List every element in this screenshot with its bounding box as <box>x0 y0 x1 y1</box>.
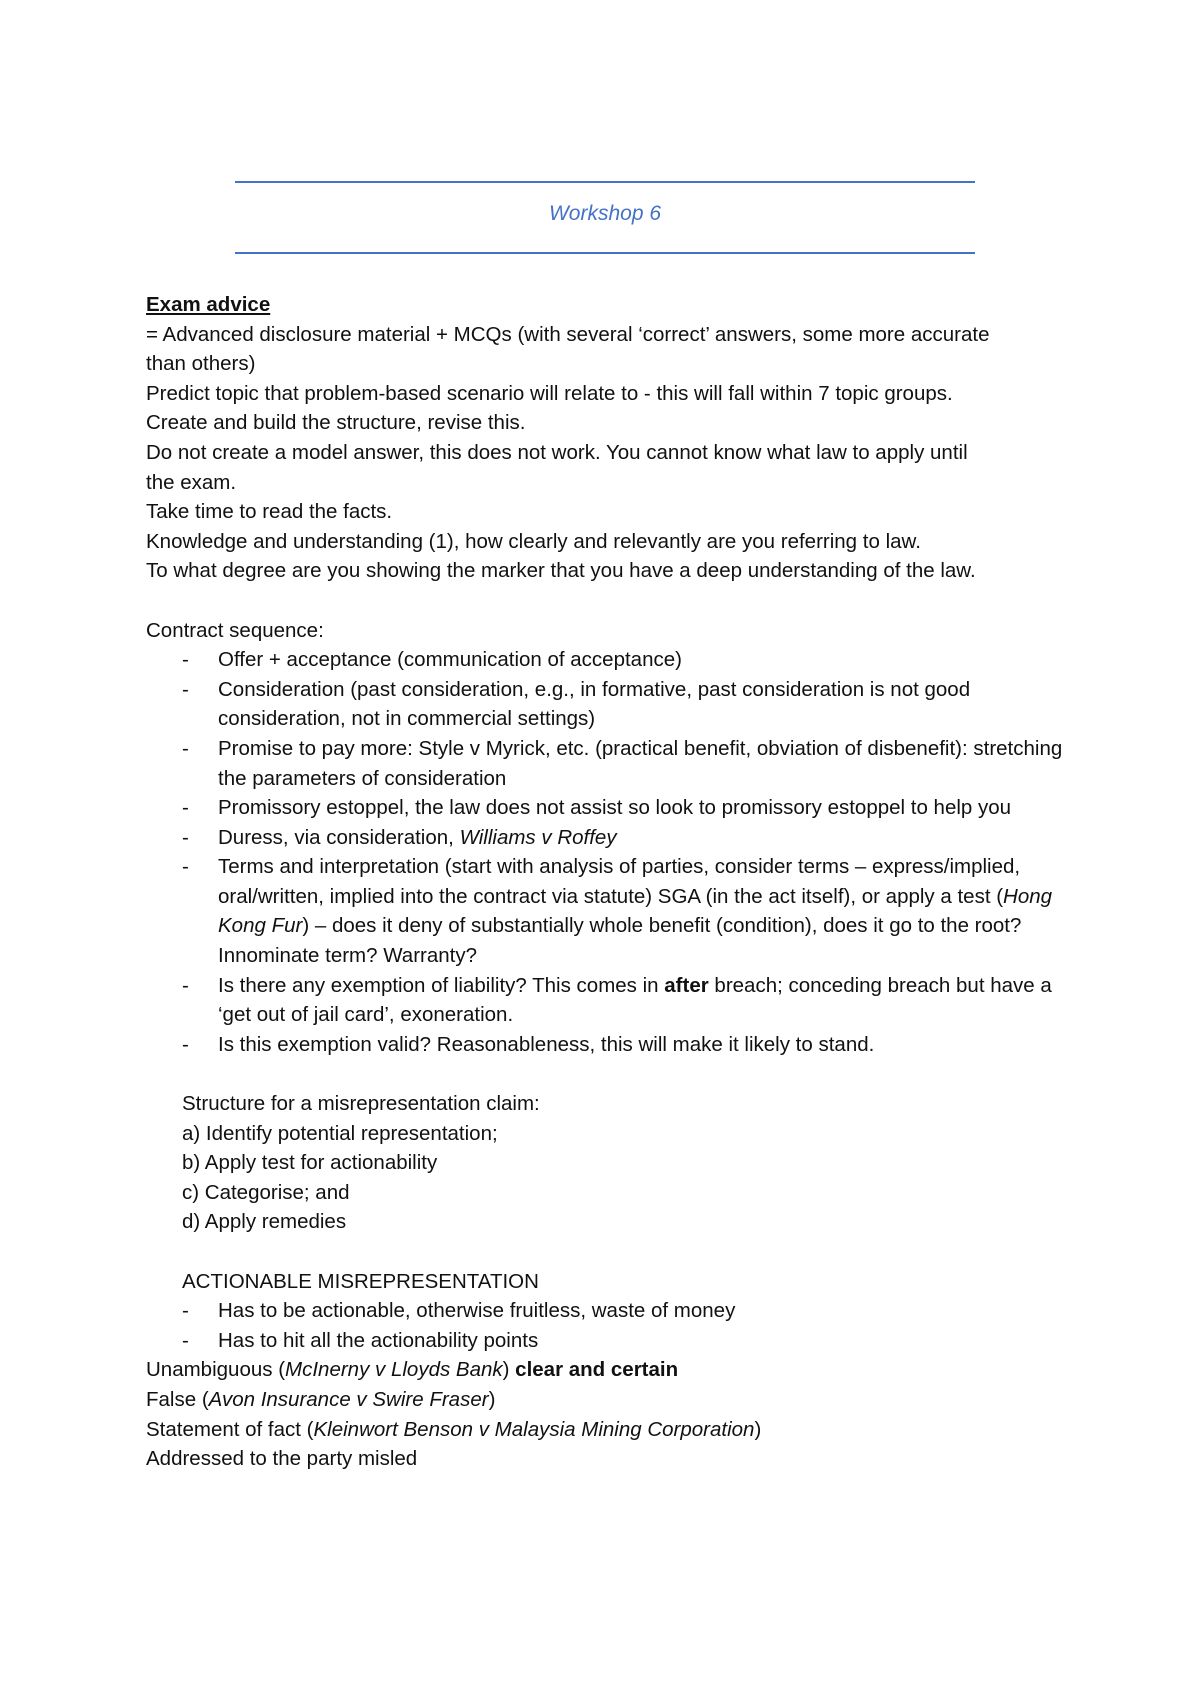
actionable-heading: ACTIONABLE MISREPRESENTATION <box>182 1269 539 1293</box>
exam-advice-line: Take time to read the facts. <box>146 500 393 524</box>
actionable-list <box>182 1296 1066 1355</box>
list-item-text: Terms and interpretation (start with analysis of parties, consider terms – express/implied, oral/written, implied into the contract via statute) SGA (in the act itself), or apply a test ( <box>218 855 1021 908</box>
exam-advice-line: Knowledge and understanding (1), how clearly and relevantly are you referring to law. <box>146 529 921 553</box>
criterion-label: Unambiguous ( <box>146 1358 286 1382</box>
list-item-text: Consideration (past consideration, e.g., in formative, past consideration is not good consideration, not in commercial settings) <box>218 677 971 731</box>
criterion-text: ) <box>502 1358 516 1382</box>
list-item-text: breach; conceding breach but have a ‘get out of jail card’, exoneration. <box>218 973 1052 1027</box>
list-item <box>182 1030 1066 1060</box>
list-item <box>182 1326 1066 1356</box>
list-item-text: Has to be actionable, otherwise fruitless, waste of money <box>218 1299 736 1323</box>
case-name: McInerny v Lloyds Bank <box>285 1358 503 1382</box>
header-rule-top <box>235 181 975 183</box>
spacer <box>182 1237 1066 1267</box>
list-item-text: Promise to pay more: Style v Myrick, etc. (practical benefit, obviation of disbenefit): stretching the parameters of consideration <box>218 736 1063 790</box>
criterion-label: Statement of fact ( <box>146 1417 314 1441</box>
exam-advice-line: To what degree are you showing the marker that you have a deep understanding of the law. <box>146 559 976 583</box>
misrep-step: b) Apply test for actionability <box>182 1151 438 1175</box>
exam-advice-heading: Exam advice <box>146 293 271 316</box>
misrep-structure-heading: Structure for a misrepresentation claim: <box>182 1092 540 1116</box>
criterion-addressed <box>146 1444 1066 1474</box>
list-item <box>182 823 1066 853</box>
criterion-text: ) <box>754 1417 762 1441</box>
exam-advice-line: Do not create a model answer, this does not work. You cannot know what law to apply until <box>146 440 968 464</box>
case-name: Williams v Roffey <box>459 825 617 849</box>
misrep-step: a) Identify potential representation; <box>182 1121 498 1145</box>
list-item <box>182 793 1066 823</box>
page-title: Workshop 6 <box>548 202 662 225</box>
exam-advice-line: Create and build the structure, revise this. <box>146 411 526 435</box>
criterion-false <box>146 1385 1066 1415</box>
list-item-text: Is this exemption valid? Reasonableness, this will make it likely to stand. <box>218 1032 875 1056</box>
emphasis: clear and certain <box>515 1358 679 1382</box>
contract-sequence-heading: Contract sequence: <box>146 618 324 642</box>
list-item <box>182 852 1066 970</box>
criterion-label: False ( <box>146 1387 209 1411</box>
case-name: Hong Kong Fur <box>218 884 1053 938</box>
emphasis: after <box>664 973 709 997</box>
list-item <box>182 675 1066 734</box>
case-name: Avon Insurance v Swire Fraser <box>208 1387 489 1411</box>
document-body <box>146 290 1066 1474</box>
exam-advice-line: = Advanced disclosure material + MCQs (with several ‘correct’ answers, some more accurate <box>146 322 990 346</box>
misrep-step: d) Apply remedies <box>182 1210 347 1234</box>
spacer <box>146 586 1066 616</box>
criterion-unambiguous <box>146 1355 1066 1385</box>
list-item <box>182 971 1066 1030</box>
case-name: Kleinwort Benson v Malaysia Mining Corporation <box>313 1417 755 1441</box>
contract-sequence-list <box>182 645 1066 1059</box>
criterion-label: Addressed to the party misled <box>146 1447 418 1471</box>
list-item-text: Has to hit all the actionability points <box>218 1328 539 1352</box>
list-item <box>182 734 1066 793</box>
misrep-step: c) Categorise; and <box>182 1180 350 1204</box>
list-item <box>182 1296 1066 1326</box>
list-item-text: ) – does it deny of substantially whole benefit (condition), does it go to the root? Innominate term? Warranty? <box>218 914 1022 968</box>
list-item-text: Duress, via consideration, <box>218 825 460 849</box>
list-item-text: Offer + acceptance (communication of acceptance) <box>218 648 682 672</box>
criterion-statement-of-fact <box>146 1415 1066 1445</box>
exam-advice-line: than others) <box>146 352 256 376</box>
exam-advice-line: Predict topic that problem-based scenario will relate to - this will fall within 7 topic groups. <box>146 381 953 405</box>
exam-advice-line: the exam. <box>146 470 237 494</box>
criterion-text: ) <box>488 1387 496 1411</box>
header-rule-bottom <box>235 252 975 254</box>
list-item-text: Is there any exemption of liability? This comes in <box>218 973 665 997</box>
list-item-text: Promissory estoppel, the law does not assist so look to promissory estoppel to help you <box>218 796 1012 820</box>
spacer <box>146 1059 1066 1089</box>
list-item <box>182 645 1066 675</box>
